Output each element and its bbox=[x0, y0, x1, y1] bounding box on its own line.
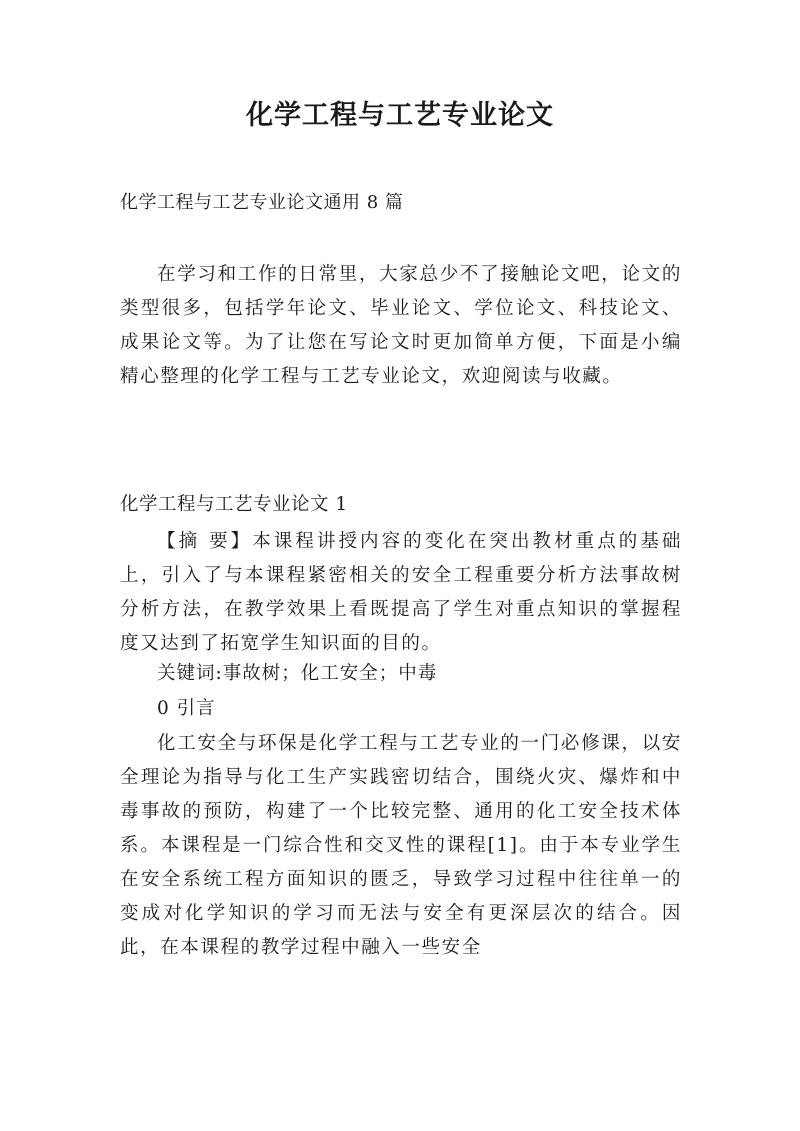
body-paragraph: 化工安全与环保是化学工程与工艺专业的一门必修课，以安全理论为指导与化工生产实践密切结合，围绕火灾、爆炸和中毒事故的预防，构建了一个比较完整、通用的化工安全技术体系。本课程是一门综合性和交叉性的课程[1]。由于本专业学生在安全系统工程方面知识的匮乏，导致学习过程中往往单一的变成对化学知识的学习而无法与安全有更深层次的结合。因此，在本课程的教学过程中融入一些安全 bbox=[120, 733, 682, 958]
section-1-title: 化学工程与工艺专业论文 1 bbox=[120, 494, 348, 515]
document-subtitle: 化学工程与工艺专业论文通用 8 篇 bbox=[120, 192, 404, 213]
abstract-paragraph: 【摘 要】本课程讲授内容的变化在突出教材重点的基础上，引入了与本课程紧密相关的安全工程重要分析方法事故树分析方法，在教学效果上看既提高了学生对重点知识的掌握程度又达到了拓宽学生知识面的目的。 bbox=[120, 531, 682, 654]
keywords-line: 关键词:事故树；化工安全；中毒 bbox=[157, 663, 438, 684]
intro-paragraph: 在学习和工作的日常里，大家总少不了接触论文吧，论文的类型很多，包括学年论文、毕业论文、学位论文、科技论文、成果论文等。为了让您在写论文时更加简单方便，下面是小编精心整理的化学工程与工艺专业论文，欢迎阅读与收藏。 bbox=[120, 264, 682, 387]
section-heading-introduction: 0 引言 bbox=[157, 698, 216, 719]
document-title: 化学工程与工艺专业论文 bbox=[246, 100, 554, 131]
